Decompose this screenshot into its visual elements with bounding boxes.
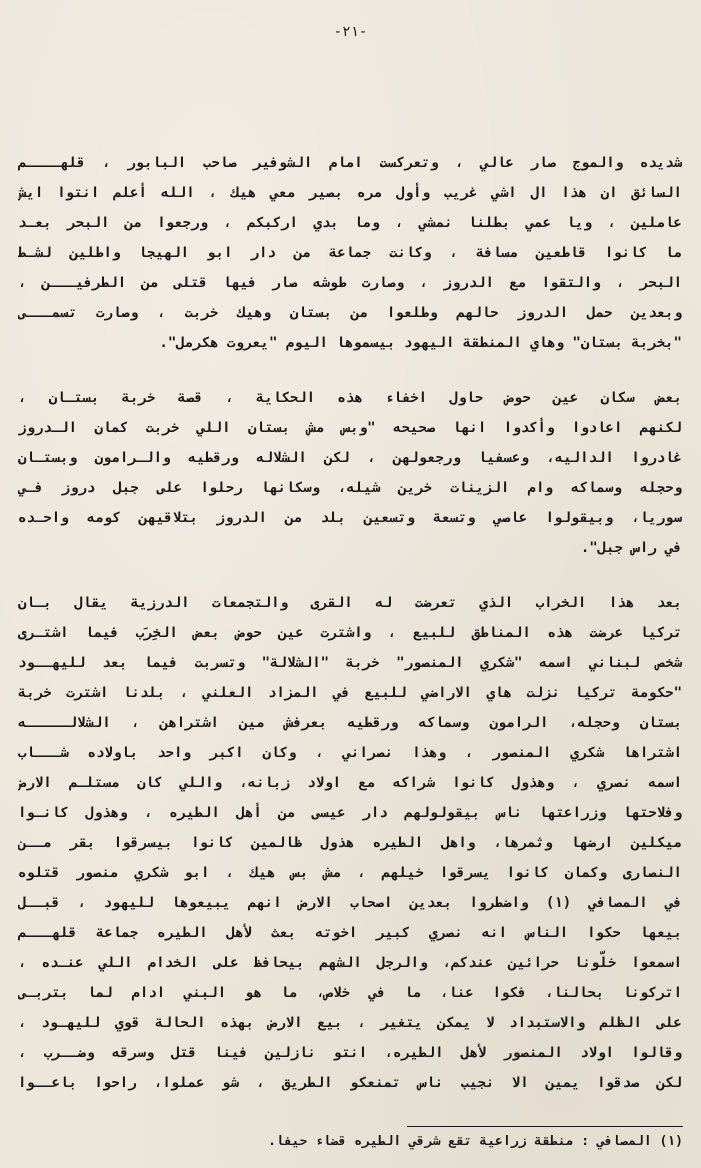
- text-line: شديده والموج صار عالي ، وتعركست امام الشوفير صاحب البابور ، قلهــــم: [18, 155, 682, 171]
- text-line: النصارى وكمان كانوا يسرقوا خيلهم ، مش بس هيك ، ابو شكري منصور قتلوه: [18, 865, 682, 881]
- paragraph-3: [18, 588, 682, 1098]
- text-line: ميكلين ارضها وثمرها، واهل الطيره هذول ظالمين كانوا بيسرقوا بقر مــن: [18, 835, 682, 851]
- text-line: ما كانوا قاطعين مسافة ، وكانت جماعة من دار ابو الهيجا واطلين لشـط: [18, 245, 682, 261]
- text-line: لكن صدقوا يمين الا نجيب ناس تمنعكو الطريق ، شو عملوا، راحوا باعــوا: [18, 1075, 682, 1091]
- text-line: اسمعوا خلّونا حرائين عندكم، والرجل الشهم بيحافظ على الخدام اللي عنـده ،: [18, 955, 682, 971]
- text-line: غادروا الداليه، وعسفيا ورجعولهن ، لكن الشلاله ورقطيه والـرامون وبستـان: [18, 450, 682, 466]
- paragraph-1: [18, 148, 682, 358]
- text-line: بعد هذا الخراب الذي تعرضت له القرى والتجمعات الدرزية يقال بـان: [18, 595, 682, 611]
- text-line: اتركونا بحالنا، فكوا عنا، ما في خلاص، ما هو البني ادام لما بتربـى: [18, 985, 682, 1001]
- page-number: -٢١-: [333, 24, 368, 40]
- text-line: اشتراها شكري المنصور ، وهذا نصراني ، وكان اكبر واحد باولاده شـــاب: [18, 745, 682, 761]
- text-line: "بخربة بستان" وهاي المنطقة اليهود بيسموها اليوم "يعروت هكرمل".: [159, 335, 682, 351]
- text-line: في المصافي (١) واضطروا بعدين اصحاب الارض انهم يبيعوها لليهود ، قبــل: [18, 895, 682, 911]
- footnote-divider: [407, 1126, 683, 1127]
- footnote: (١) المصافي : منطقة زراعية تقع شرقي الطيره قضاء حيفا.: [268, 1134, 683, 1149]
- text-line: سوريا، وبيقولوا عاصي وتسعة وتسعين بلد من الدروز بتلاقيهن كومه واحـده: [18, 510, 682, 526]
- text-line: بعض سكان عين حوض حاول اخفاء هذه الحكاية ، قصة خربة بستـان ،: [18, 390, 682, 406]
- text-line: لكنهم اعادوا وأكدوا انها صحيحه "وبس مش بستان اللي خربت كمان الـدروز: [18, 420, 682, 436]
- text-line: في راس جبل".: [580, 540, 682, 556]
- text-line: على الظلم والاستبداد لا يمكن يتغير ، بيع الارض بهذه الحالة قوي لليهـود ،: [18, 1015, 682, 1031]
- text-line: السائق ان هذا ال اشي غريب وأول مره بصير معي هيك ، الله أعلم انتوا ايش: [18, 185, 682, 201]
- text-line: بيعها حكوا الناس انه نصري كبير اخوته بعث لأهل الطيره جماعة قلهـــم: [18, 925, 682, 941]
- text-line: اسمه نصري ، وهذول كانوا شراكه مع اولاد زبانه، واللي كان مستلـم الارض: [18, 775, 682, 791]
- text-line: شخص لبناني اسمه "شكري المنصور" خربة "الشلالة" وتسربت فيما بعد لليهــود: [18, 655, 682, 671]
- text-line: عاملين ، ويا عمي بطلنا نمشي ، وما بدي اركبكم ، ورجعوا من البحر بعـد: [18, 215, 682, 231]
- text-line: بستان وحجله، الرامون وسماكه ورقطيه بعرفش مين اشتراهن ، الشلالـــــه: [18, 715, 682, 731]
- text-line: وحجله وسماكه وام الزينات خرين شيله، وسكانها رحلوا على جبل دروز فـي: [18, 480, 682, 496]
- text-line: وقالوا اولاد المنصور لأهل الطيره، انتو نازلين فينا قتل وسرقه وضــرب ،: [18, 1045, 682, 1061]
- text-line: البحر ، والتقوا مع الدروز ، وصارت طوشه صار فيها قتلى من الطرفيـــن ،: [18, 275, 682, 291]
- paragraph-2: [18, 383, 682, 563]
- text-line: "حكومة تركيا نزلت هاي الاراضي للبيع في المزاد العلني ، بلدنا اشترت خربة: [18, 685, 682, 701]
- text-line: وفلاحتها وزراعتها ناس بيقولولهم دار عيسى من أهل الطيره ، وهذول كانـوا: [18, 805, 682, 821]
- text-line: وبعدين حمل الدروز حالهم وطلعوا من بستان وهيك خربت ، وصارت تسمـــى: [18, 305, 682, 321]
- text-line: تركيا عرضت هذه المناطق للبيع ، واشترت عين حوض بعض الخِرَب فيما اشتـرى: [18, 625, 682, 641]
